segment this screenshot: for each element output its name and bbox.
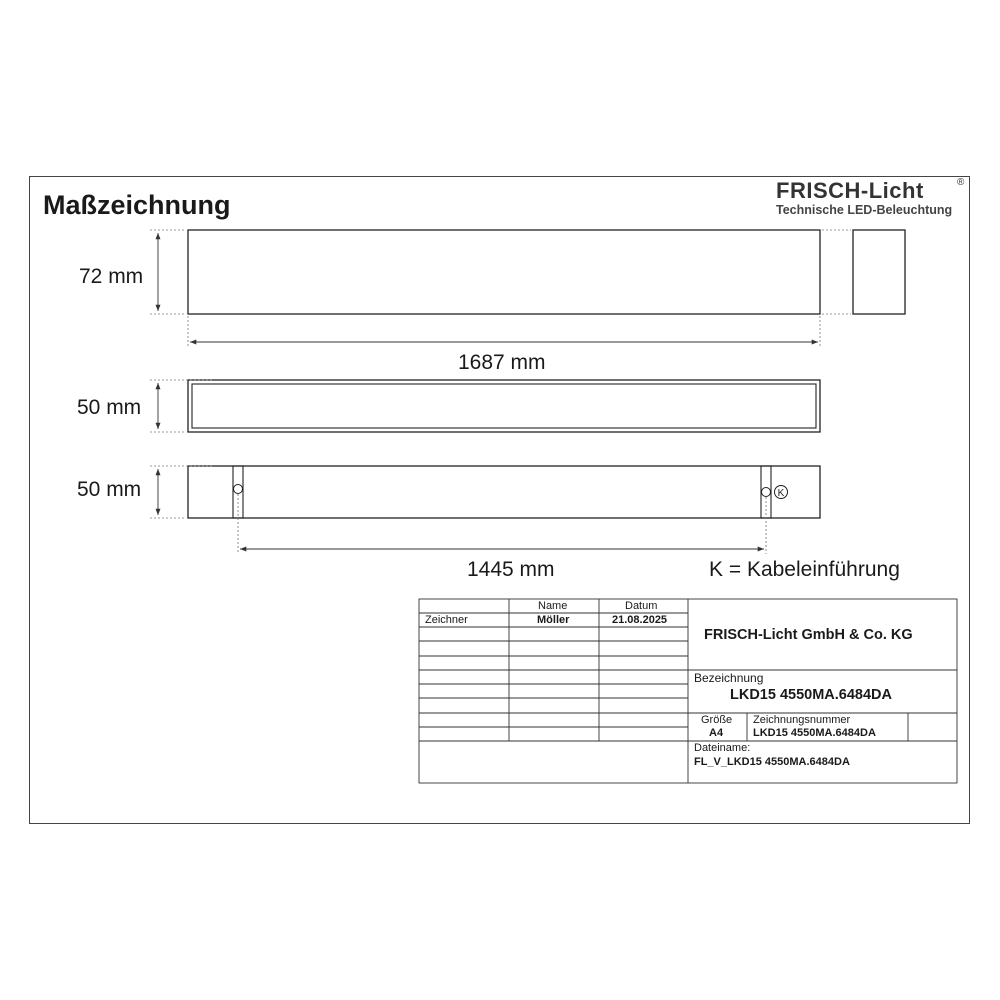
luminaire-body-middle-outer <box>188 380 820 432</box>
dim-label-length: 1687 mm <box>458 351 546 374</box>
tb-drafter-date: 21.08.2025 <box>612 614 668 626</box>
legend-cable-entry: K = Kabeleinführung <box>709 558 900 581</box>
top-view <box>150 230 905 314</box>
luminaire-body-middle-inner <box>192 384 816 428</box>
tb-filename-value: FL_V_LKD15 4550MA.6484DA <box>694 756 850 768</box>
brand-subtitle: Technische LED-Beleuchtung <box>776 203 953 217</box>
cable-entry-label: K <box>777 488 785 499</box>
tb-drawing-no-label: Zeichnungsnummer <box>753 714 851 726</box>
tb-drawing-no-value: LKD15 4550MA.6484DA <box>753 727 876 739</box>
brand-logo-text: FRISCH-Licht <box>776 178 924 203</box>
tb-designation-value: LKD15 4550MA.6484DA <box>730 687 892 703</box>
page-title: Maßzeichnung <box>43 190 231 220</box>
length-dimension <box>188 316 820 348</box>
dim-label-height-middle: 50 mm <box>77 396 142 419</box>
dim-label-height-top: 72 mm <box>79 265 144 288</box>
tb-company: FRISCH-Licht GmbH & Co. KG <box>704 627 913 643</box>
dim-label-mount-distance: 1445 mm <box>467 558 555 581</box>
tb-row-label-drafter: Zeichner <box>425 614 468 626</box>
end-view <box>853 230 905 314</box>
tb-col-date: Datum <box>625 600 658 612</box>
tb-size-label: Größe <box>701 714 733 726</box>
tb-drafter-name: Möller <box>537 614 570 626</box>
mounting-hole-left <box>234 485 243 494</box>
dim-label-height-bottom: 50 mm <box>77 478 142 501</box>
tb-col-name: Name <box>538 600 568 612</box>
mounting-hole-right <box>762 488 771 497</box>
tb-filename-label: Dateiname: <box>694 742 751 754</box>
bottom-view <box>150 466 820 554</box>
tb-size-value: A4 <box>709 727 724 739</box>
tb-designation-label: Bezeichnung <box>694 671 764 685</box>
registered-mark: ® <box>957 177 965 188</box>
middle-view <box>150 380 820 432</box>
luminaire-body-top <box>188 230 820 314</box>
luminaire-body-bottom <box>188 466 820 518</box>
